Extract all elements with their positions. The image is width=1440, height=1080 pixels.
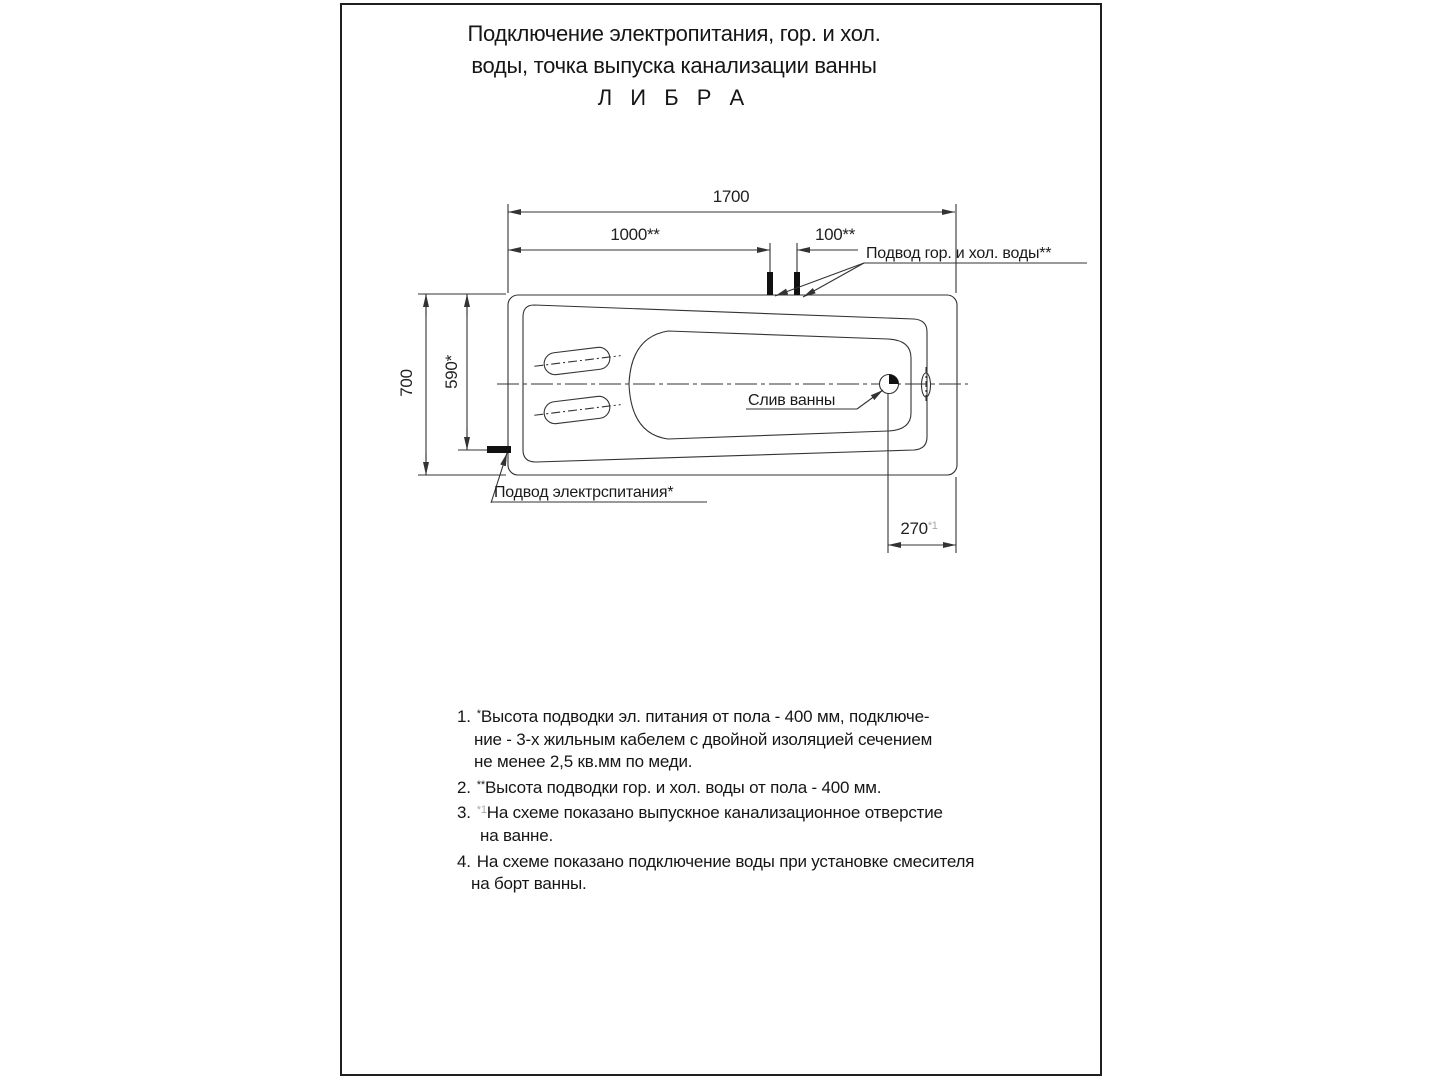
notes-block	[457, 703, 1117, 896]
note-2: 2. **Высота подводки гор. и хол. воды от пола - 400 мм.	[457, 777, 882, 797]
label-water-supply: Подвод гор. и хол. воды**	[866, 245, 1052, 262]
leader-lines	[491, 263, 1087, 503]
title-line-2: воды, точка выпуска канализации ванны	[471, 53, 877, 78]
note-1-line-2: ние - 3-х жильным кабелем с двойной изоляцией сечением	[474, 729, 933, 749]
label-power-supply: Подвод электрспитания*	[494, 484, 674, 501]
connection-points	[487, 272, 800, 453]
dim-length-total: 1700	[712, 187, 750, 206]
cold-water-pipe	[794, 272, 800, 295]
dim-water-offset: 1000**	[610, 225, 660, 244]
hot-water-pipe	[767, 272, 773, 295]
power-connection-bar	[487, 446, 511, 453]
note-3-line-1: 3. $^{*1}$На схеме показано выпускное канализационное отверстие	[457, 803, 943, 823]
note-4-line-1: 4. На схеме показано подключение воды при установке смесителя	[457, 851, 975, 871]
title-line-1: Подключение электропитания, гор. и хол.	[467, 21, 881, 46]
jet-nozzle-top	[533, 345, 622, 377]
note-3-line-2: на ванне.	[480, 825, 554, 845]
jet-nozzle-bottom	[533, 394, 622, 426]
note-4-line-2: на борт ванны.	[471, 874, 587, 894]
note-1-line-3: не менее 2,5 кв.мм по меди.	[474, 752, 693, 772]
dim-water-spacing: 100**	[814, 225, 856, 244]
dim-electric-offset: 590*	[442, 355, 461, 389]
title-model-name: Л И Б Р А	[597, 85, 751, 110]
note-1-line-1: 1. *Высота подводки эл. питания от пола - 400 мм, подключе-	[457, 707, 930, 726]
label-drain: Слив ванны	[748, 392, 836, 409]
dim-drain-offset: 270$^{*1}$	[900, 519, 938, 538]
dim-width-total: 700	[397, 369, 416, 397]
